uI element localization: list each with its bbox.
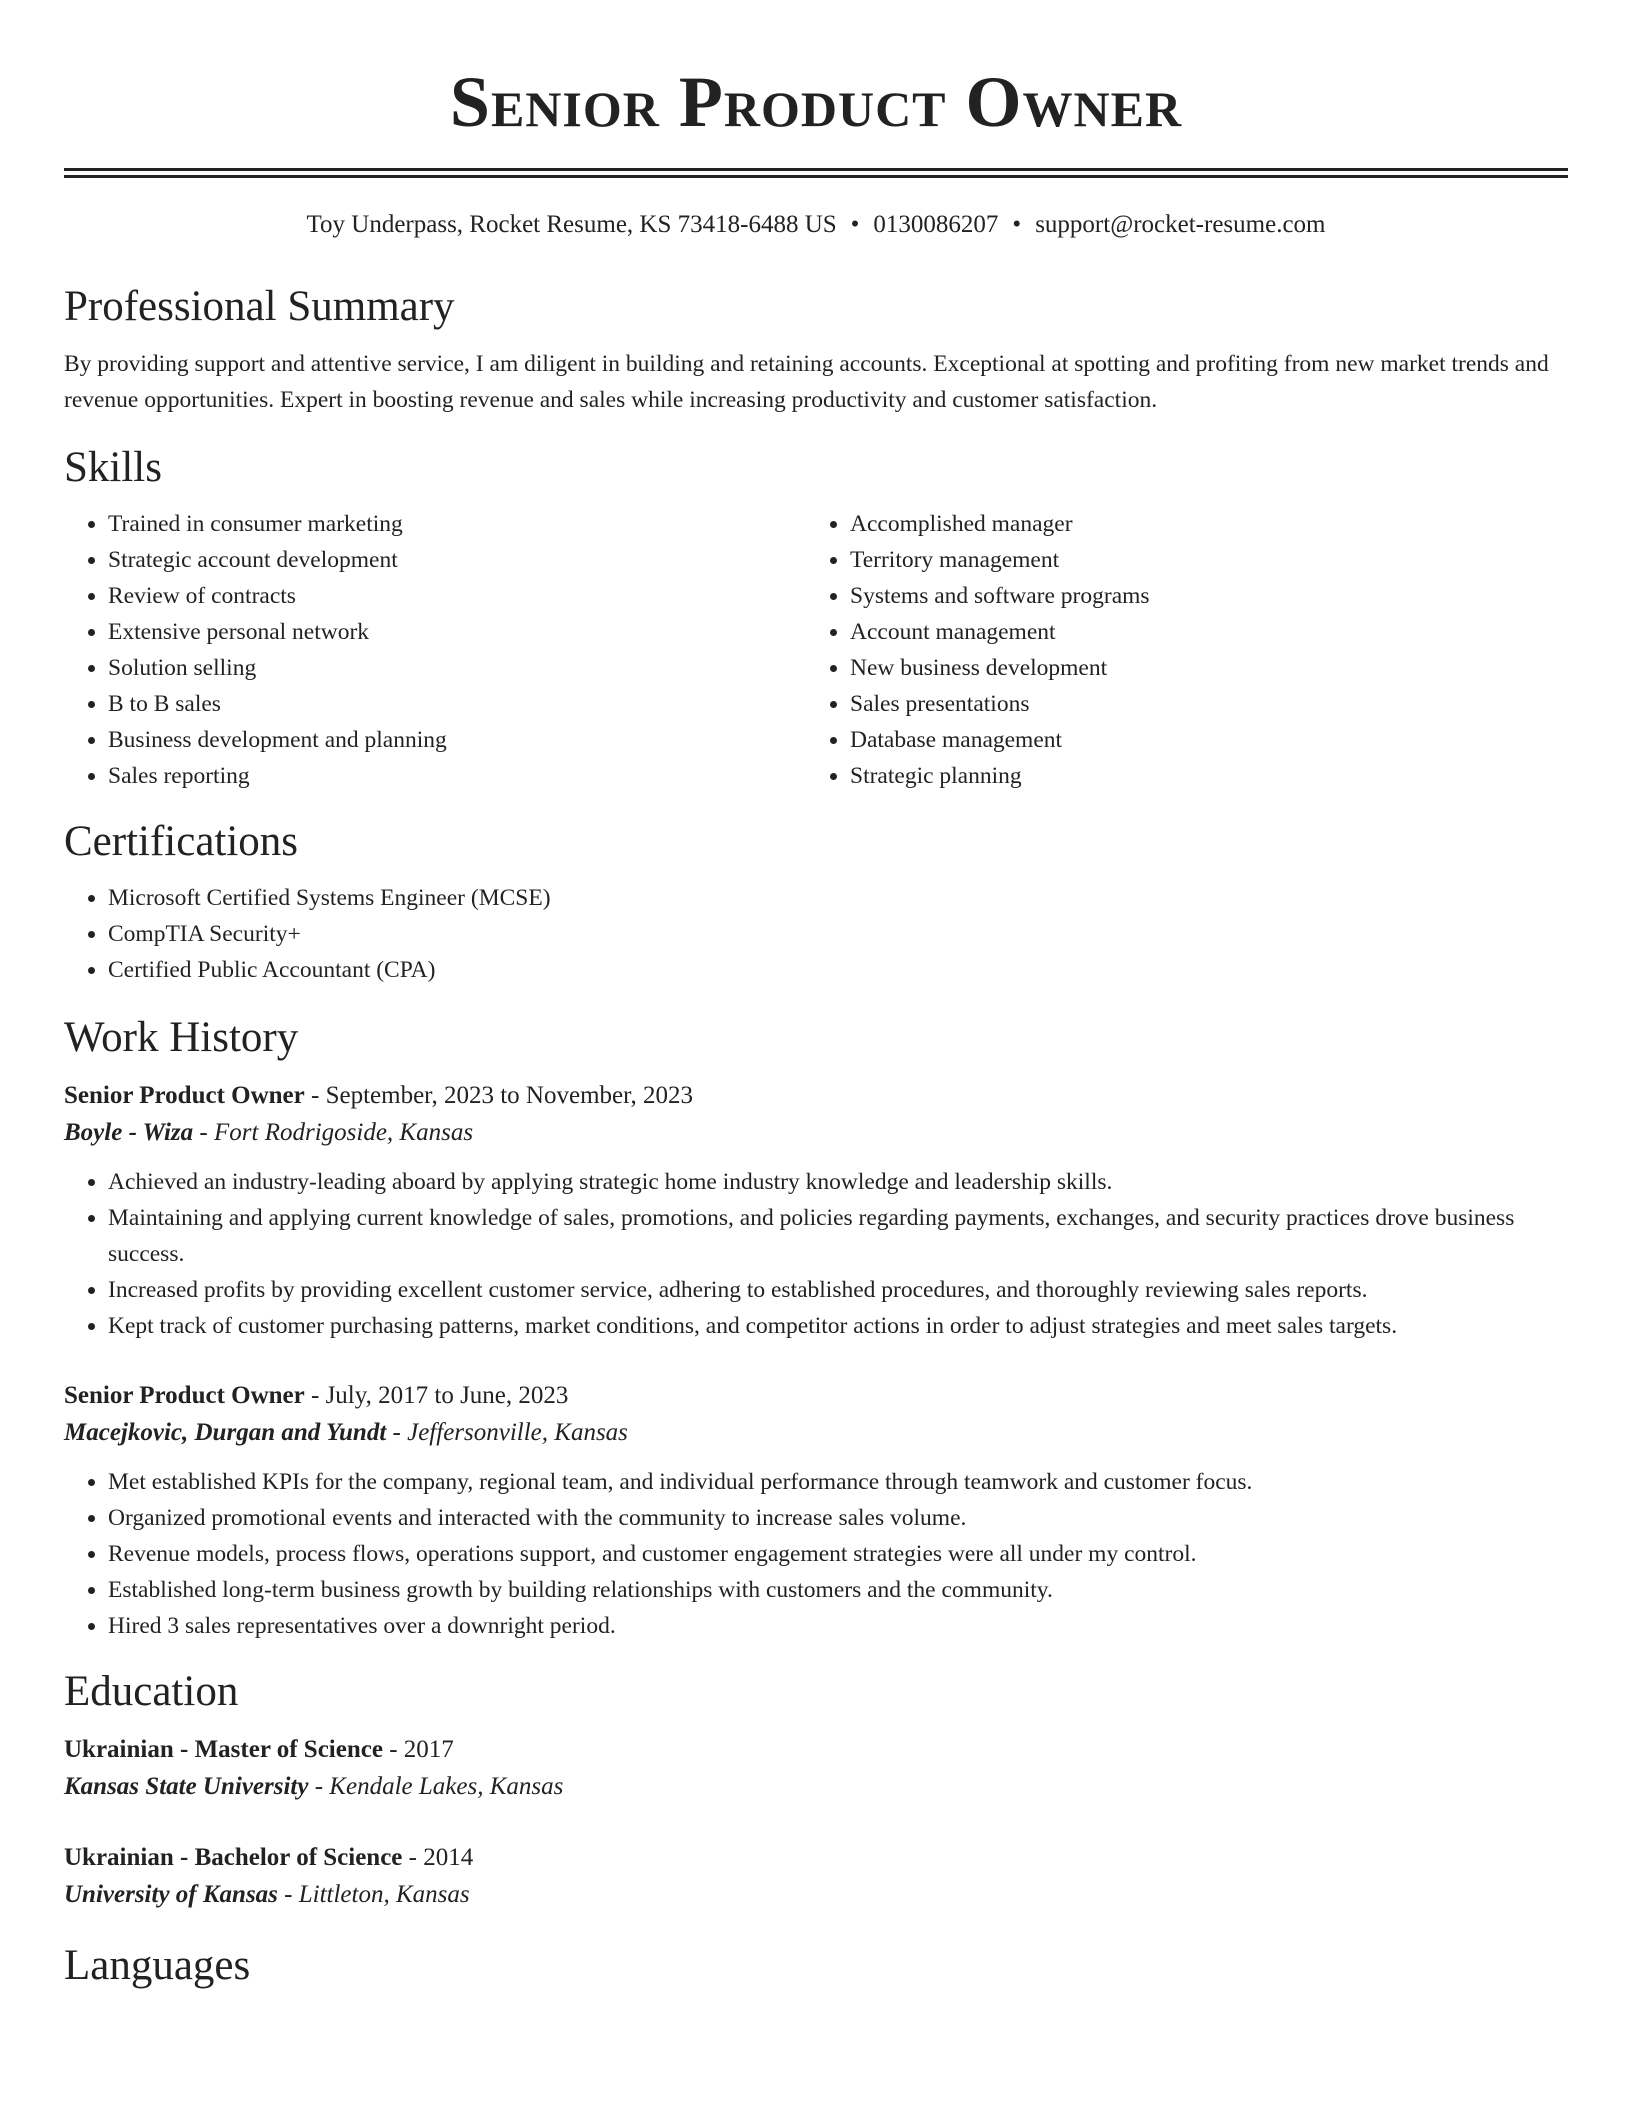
skill-item: • Review of contracts bbox=[108, 578, 806, 614]
degree-line bbox=[64, 1840, 1568, 1876]
job-bullet: • Met established KPIs for the company, regional team, and individual performance through teamwork and customer focus. bbox=[108, 1464, 1568, 1500]
certifications-list bbox=[64, 880, 1568, 988]
skill-item: • Accomplished manager bbox=[850, 506, 1548, 542]
job-dates: - July, 2017 to June, 2023 bbox=[304, 1382, 569, 1409]
work-history-heading: Work History bbox=[64, 1014, 299, 1061]
skill-item: • Territory management bbox=[850, 542, 1548, 578]
skill-item: • Extensive personal network bbox=[108, 614, 806, 650]
certification-item: • Certified Public Accountant (CPA) bbox=[108, 952, 1568, 988]
title-divider bbox=[64, 168, 1568, 178]
school-name: Kansas State University bbox=[64, 1773, 309, 1800]
job-company-line bbox=[64, 1114, 1568, 1152]
job-bullet: • Established long-term business growth by building relationships with customers and the community. bbox=[108, 1572, 1568, 1608]
degree-year: - 2017 bbox=[382, 1736, 454, 1763]
job-bullet: • Kept track of customer purchasing patterns, market conditions, and competitor actions in order to adjust strategies and meet sales targets. bbox=[108, 1308, 1568, 1344]
contact-separator: • bbox=[850, 211, 860, 238]
skills-heading: Skills bbox=[64, 444, 162, 491]
contact-address: Toy Underpass, Rocket Resume, KS 73418-6488 US bbox=[306, 211, 837, 238]
job-title-line bbox=[64, 1078, 1568, 1114]
certification-item: • CompTIA Security+ bbox=[108, 916, 1568, 952]
skill-item: • Strategic account development bbox=[108, 542, 806, 578]
education-heading: Education bbox=[64, 1668, 239, 1715]
school-line bbox=[64, 1876, 1568, 1914]
skills-column-right bbox=[806, 506, 1548, 794]
certification-item: • Microsoft Certified Systems Engineer (MCSE) bbox=[108, 880, 1568, 916]
job-dates: - September, 2023 to November, 2023 bbox=[304, 1082, 693, 1109]
degree-year: - 2014 bbox=[402, 1844, 474, 1871]
skill-item: • Trained in consumer marketing bbox=[108, 506, 806, 542]
job-location: - Jeffersonville, Kansas bbox=[386, 1419, 628, 1446]
degree-line bbox=[64, 1732, 1568, 1768]
job-company: Macejkovic, Durgan and Yundt bbox=[64, 1419, 387, 1446]
contact-line bbox=[64, 209, 1568, 241]
skill-item: • Strategic planning bbox=[850, 758, 1548, 794]
skill-item: • Account management bbox=[850, 614, 1548, 650]
skill-item: • Sales reporting bbox=[108, 758, 806, 794]
job-bullet: • Revenue models, process flows, operations support, and customer engagement strategies were all under my control. bbox=[108, 1536, 1568, 1572]
skills-list bbox=[64, 506, 1568, 794]
education-entry bbox=[64, 1732, 1568, 1806]
job-bullet: • Hired 3 sales representatives over a downright period. bbox=[108, 1608, 1568, 1644]
skills-column-left bbox=[64, 506, 806, 794]
job-location: - Fort Rodrigoside, Kansas bbox=[193, 1119, 474, 1146]
job-company: Boyle - Wiza bbox=[64, 1119, 194, 1146]
job-bullet: • Increased profits by providing excellent customer service, adhering to established procedures, and thoroughly reviewing sales reports. bbox=[108, 1272, 1568, 1308]
job-entry bbox=[64, 1378, 1568, 1644]
resume-title: Senior Product Owner bbox=[449, 62, 1183, 142]
skill-item: • Solution selling bbox=[108, 650, 806, 686]
school-location: - Kendale Lakes, Kansas bbox=[308, 1773, 564, 1800]
job-company-line bbox=[64, 1414, 1568, 1452]
skill-item: • Sales presentations bbox=[850, 686, 1548, 722]
certifications-heading: Certifications bbox=[64, 818, 299, 865]
school-line bbox=[64, 1768, 1568, 1806]
job-title-line bbox=[64, 1378, 1568, 1414]
languages-heading: Languages bbox=[64, 1942, 251, 1989]
job-bullets bbox=[64, 1464, 1568, 1644]
contact-separator: • bbox=[1012, 211, 1022, 238]
job-bullet: • Maintaining and applying current knowledge of sales, promotions, and policies regarding payments, exchanges, and security practices drove business success. bbox=[108, 1200, 1568, 1272]
job-bullet: • Organized promotional events and interacted with the community to increase sales volume. bbox=[108, 1500, 1568, 1536]
skill-item: • Database management bbox=[850, 722, 1548, 758]
job-entry bbox=[64, 1078, 1568, 1344]
job-bullet: • Achieved an industry-leading aboard by applying strategic home industry knowledge and leadership skills. bbox=[108, 1164, 1568, 1200]
education-entry bbox=[64, 1840, 1568, 1914]
skill-item: • New business development bbox=[850, 650, 1548, 686]
skill-item: • Systems and software programs bbox=[850, 578, 1548, 614]
skill-item: • Business development and planning bbox=[108, 722, 806, 758]
job-title: Senior Product Owner bbox=[64, 1382, 305, 1409]
job-title: Senior Product Owner bbox=[64, 1082, 305, 1109]
summary-heading: Professional Summary bbox=[64, 283, 455, 330]
contact-email: support@rocket-resume.com bbox=[1035, 211, 1326, 238]
contact-phone: 0130086207 bbox=[873, 211, 999, 238]
degree: Ukrainian - Bachelor of Science bbox=[64, 1844, 403, 1871]
skill-item: • B to B sales bbox=[108, 686, 806, 722]
school-name: University of Kansas bbox=[64, 1881, 278, 1908]
school-location: - Littleton, Kansas bbox=[277, 1881, 470, 1908]
summary-text: By providing support and attentive service, I am diligent in building and retaining accounts. Exceptional at spotting and profiting from new market trends and revenue opportunities. Expert in boosting revenue and sales while increasing productivity and customer satisfaction. bbox=[64, 351, 1549, 413]
job-bullets bbox=[64, 1164, 1568, 1344]
degree: Ukrainian - Master of Science bbox=[64, 1736, 383, 1763]
